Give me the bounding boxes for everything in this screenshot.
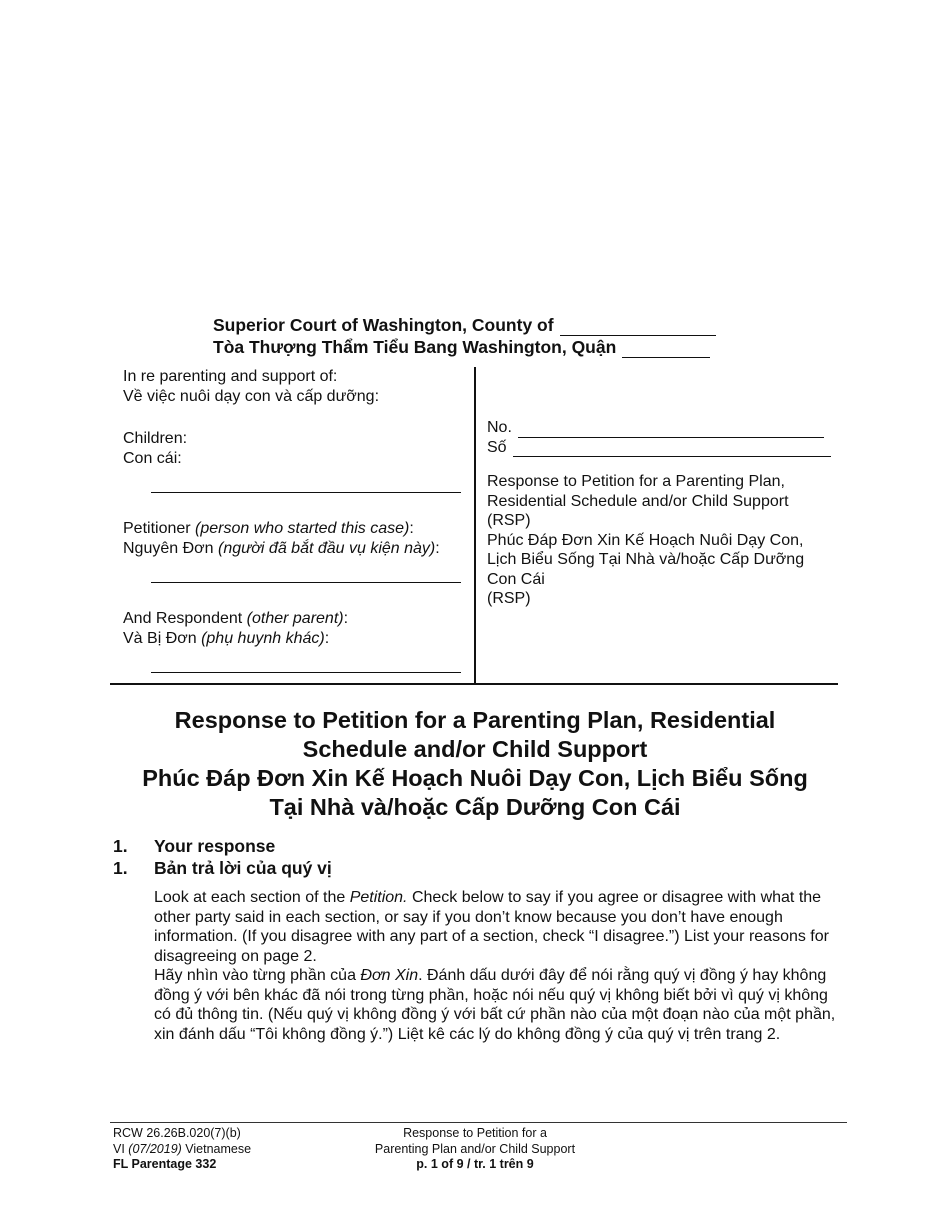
children-label-vi: Con cái: <box>123 449 182 467</box>
case-caption-document <box>487 418 831 609</box>
case-number-line[interactable] <box>518 423 824 438</box>
case-caption-parties <box>123 367 440 648</box>
footer-form-info <box>113 1126 251 1173</box>
document-title-vi-3: Con Cái <box>487 570 545 588</box>
in-re-label-en: In re parenting and support of: <box>123 368 338 385</box>
section-heading-vi: Bản trả lời của quý vị <box>154 858 332 878</box>
section-heading-en: Your response <box>154 836 276 856</box>
court-title-en: Superior Court of Washington, County of <box>213 315 554 335</box>
children-label-en: Children: <box>123 430 188 447</box>
document-title-vi-2: Lịch Biểu Sống Tại Nhà và/hoặc Cấp Dưỡng <box>487 551 805 568</box>
document-title-vi-1: Phúc Đáp Đơn Xin Kế Hoạch Nuôi Dạy Con, <box>487 531 804 549</box>
county-blank-line[interactable] <box>560 321 716 336</box>
document-code-vi: (RSP) <box>487 590 531 607</box>
respondent-name-line[interactable] <box>151 672 461 673</box>
document-title-en-1: Response to Petition for a Parenting Plan, <box>487 473 785 490</box>
footer-page-number: p. 1 of 9 / tr. 1 trên 9 <box>416 1157 534 1171</box>
in-re-label-vi: Về việc nuôi dạy con và cấp dưỡng: <box>123 387 380 405</box>
respondent-label-en: And Respondent (other parent): <box>123 610 349 627</box>
respondent-label-vi: Và Bị Đơn (phụ huynh khác): <box>123 629 330 647</box>
footer-doc-title-1: Response to Petition for a <box>403 1126 547 1140</box>
page-title-en-2: Schedule and/or Child Support <box>302 736 648 762</box>
case-number-label-vi: Số <box>487 438 507 456</box>
court-title-vi: Tòa Thượng Thẩm Tiểu Bang Washington, Quận <box>213 337 617 357</box>
case-number-line-vi[interactable] <box>513 442 831 457</box>
page-title-vi-2: Tại Nhà và/hoặc Cấp Dưỡng Con Cái <box>269 794 681 820</box>
instructions-en: Look at each section of the Petition. Check below to say if you agree or disagree with what the other party said in each section, or say if you don’t know because you don’t have enough information. (If you disagree with any part of a section, check “I disagree.”) List your reasons for disagreeing on page 2. <box>154 889 829 965</box>
court-header <box>213 314 716 358</box>
petitioner-name-line[interactable] <box>151 582 461 583</box>
caption-divider-horizontal <box>110 683 838 685</box>
petitioner-label-en: Petitioner (person who started this case): <box>123 520 414 537</box>
case-number-label-en: No. <box>487 419 512 436</box>
children-names-line[interactable] <box>151 492 461 493</box>
page-title-vi-1: Phúc Đáp Đơn Xin Kế Hoạch Nuôi Dạy Con, Lịch Biểu Sống <box>142 765 808 791</box>
page-title-en-1: Response to Petition for a Parenting Plan, Residential <box>174 707 776 733</box>
footer-document-info <box>330 1126 620 1173</box>
section-number: 1. <box>113 836 128 856</box>
county-blank-line-vi[interactable] <box>622 343 710 358</box>
footer-doc-title-2: Parenting Plan and/or Child Support <box>374 1141 576 1156</box>
document-code-en: (RSP) <box>487 512 531 529</box>
section-number-vi: 1. <box>113 858 128 878</box>
instructions-vi: Hãy nhìn vào từng phần của Đơn Xin. Đánh dấu dưới đây để nói rằng quý vị đồng ý hay không đồng ý với bên khác đã nói trong từng phần, hoặc nói nếu quý vị không biết bởi vì quý vị không có đủ thông tin. (Nếu quý vị không đồng ý với bất cứ phần nào của một đoạn nào của một phần, xin đánh dấu “Tôi không đồng ý.”) Liệt kê các lý do không đồng ý của quý vị trên trang 2. <box>154 967 836 1043</box>
page-title <box>100 706 850 822</box>
footer-version: VI (07/2019) Vietnamese <box>113 1141 252 1156</box>
section-1-instructions <box>154 888 844 1044</box>
petitioner-label-vi: Nguyên Đơn (người đã bắt đầu vụ kiện này): <box>123 539 440 557</box>
caption-divider-vertical <box>474 367 476 685</box>
footer-divider <box>110 1122 847 1123</box>
footer-form-id: FL Parentage 332 <box>113 1157 217 1171</box>
document-title-en-2: Residential Schedule and/or Child Support <box>487 492 789 510</box>
section-1-heading <box>113 835 332 879</box>
footer-rcw: RCW 26.26B.020(7)(b) <box>113 1126 241 1140</box>
